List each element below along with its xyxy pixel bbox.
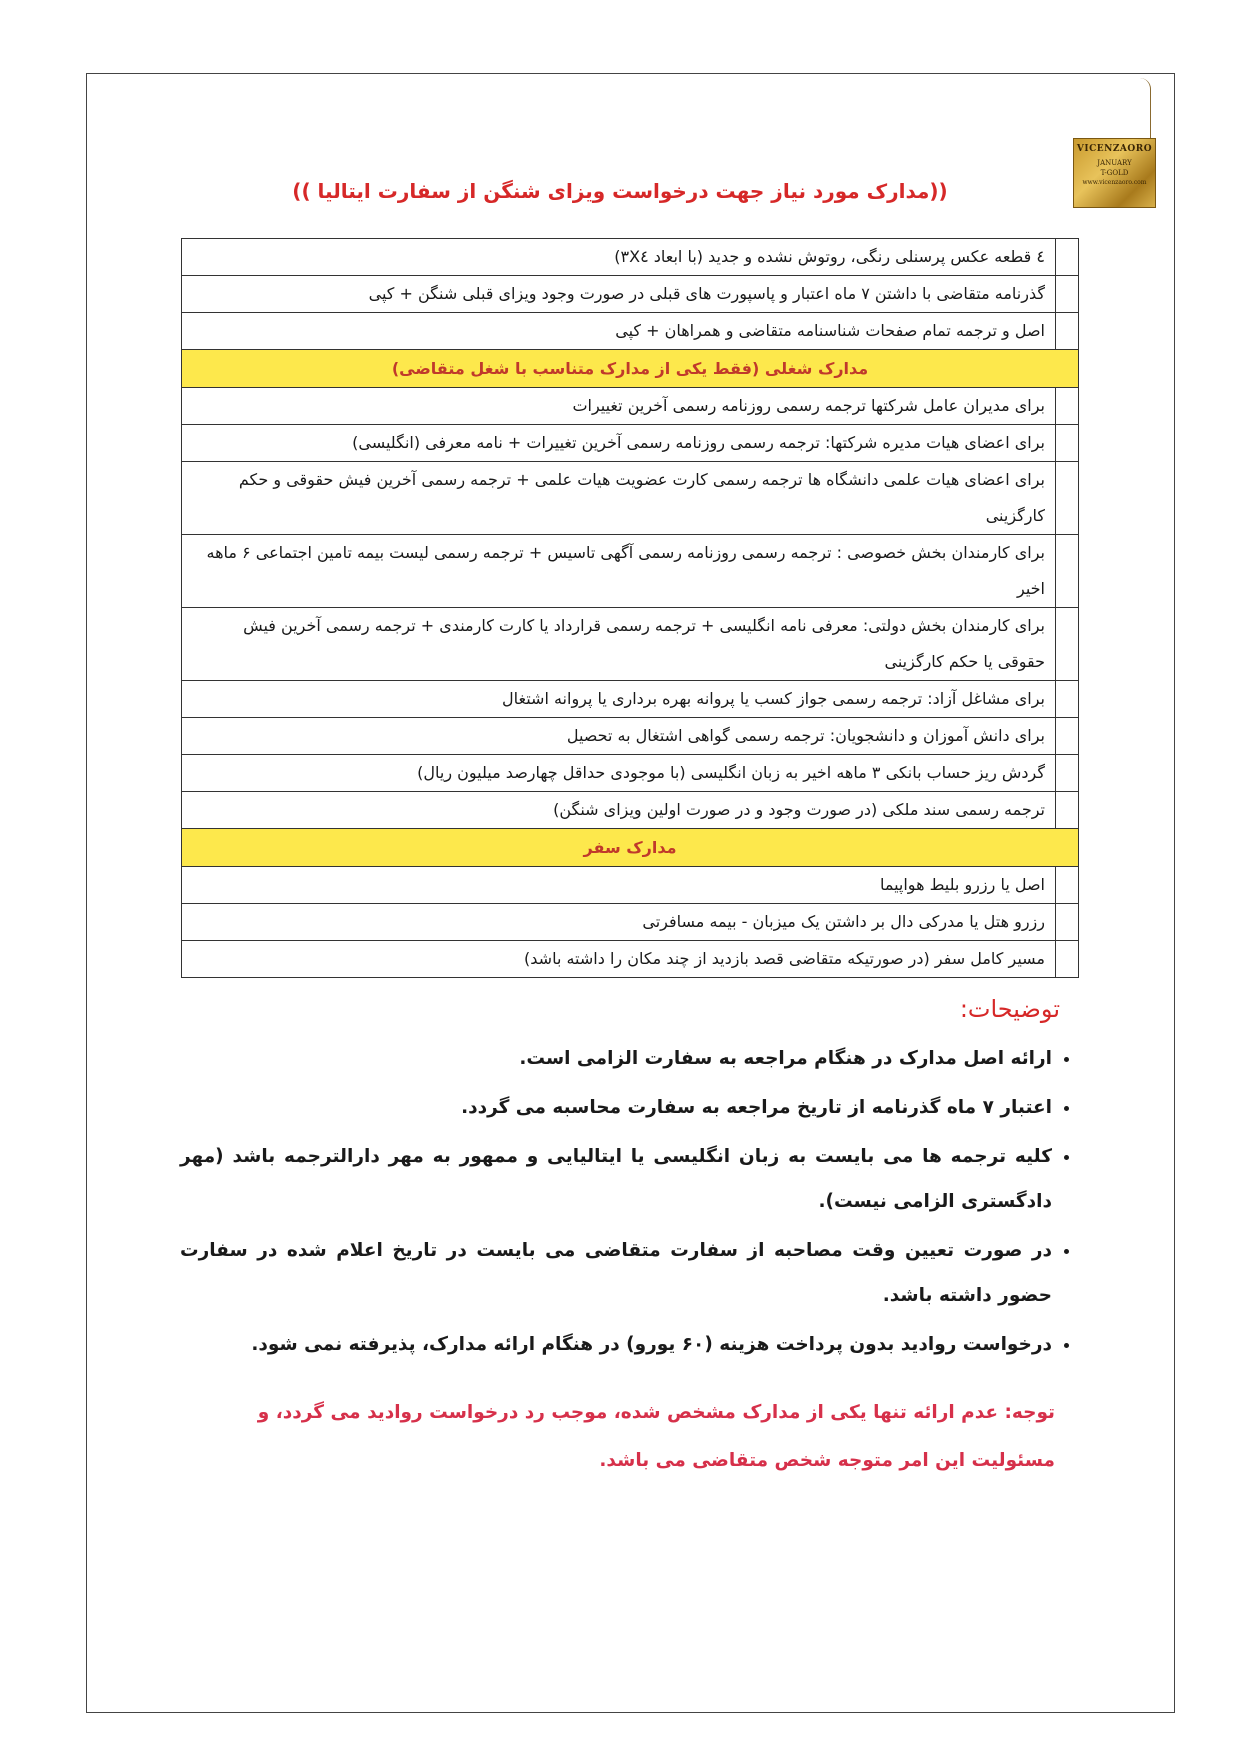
row-number-cell [1056, 535, 1079, 608]
table-row [182, 867, 1079, 904]
row-number-cell [1056, 608, 1079, 681]
warning-note: توجه: عدم ارائه تنها یکی از مدارک مشخص شده، موجب رد درخواست روادید می گردد، و مسئولیت این امر متوجه شخص متقاضی می باشد. [257, 1402, 1055, 1471]
logo-url: www.vicenzaoro.com [1082, 179, 1147, 187]
table-row [182, 425, 1079, 462]
table-row [182, 718, 1079, 755]
section-title-travel: مدارک سفر [182, 829, 1079, 867]
row-text: اصل و ترجمه تمام صفحات شناسنامه متقاضی و همراهان + کپی [182, 313, 1056, 350]
table-row [182, 792, 1079, 829]
section-title-job: مدارک شغلی (فقط یکی از مدارک متناسب با شغل متقاضی) [182, 350, 1079, 388]
table-row [182, 535, 1079, 608]
row-text: برای اعضای هیات علمی دانشگاه ها ترجمه رسمی کارت عضویت هیات علمی + ترجمه رسمی آخرین فیش حقوقی و حکم کارگزینی [182, 462, 1056, 535]
row-number-cell [1056, 904, 1079, 941]
logo-month: JANUARY [1097, 158, 1132, 167]
logo-brand: VICENZAORO [1076, 144, 1153, 154]
list-item: • درخواست روادید بدون پرداخت هزینه (۶۰ یورو) در هنگام ارائه مدارک، پذیرفته نمی شود. [180, 1322, 1052, 1367]
table-row [182, 462, 1079, 535]
row-text: برای اعضای هیات مدیره شرکتها: ترجمه رسمی روزنامه رسمی آخرین تغییرات + نامه معرفی (انگلیسی) [182, 425, 1056, 462]
table-row [182, 239, 1079, 276]
row-number-cell [1056, 276, 1079, 313]
row-number-cell [1056, 681, 1079, 718]
notes-list [180, 1036, 1076, 1371]
row-text: رزرو هتل یا مدرکی دال بر داشتن یک میزبان - بیمه مسافرتی [182, 904, 1056, 941]
row-text: ترجمه رسمی سند ملکی (در صورت وجود و در صورت اولین ویزای شنگن) [182, 792, 1056, 829]
table-row [182, 681, 1079, 718]
list-item: • در صورت تعیین وقت مصاحبه از سفارت متقاضی می بایست در تاریخ اعلام شده در سفارت حضور داشته باشد. [180, 1228, 1052, 1318]
logo-line3: T-GOLD [1100, 168, 1129, 177]
row-text: برای کارمندان بخش خصوصی : ترجمه رسمی روزنامه رسمی آگهی تاسیس + ترجمه رسمی لیست بیمه تامین اجتماعی ۶ ماهه اخیر [182, 535, 1056, 608]
table-row [182, 388, 1079, 425]
table-row [182, 313, 1079, 350]
row-text: ٤ قطعه عکس پرسنلی رنگی، روتوش نشده و جدید (با ابعاد ٣X٤) [182, 239, 1056, 276]
row-number-cell [1056, 425, 1079, 462]
row-number-cell [1056, 718, 1079, 755]
section-header-job [182, 350, 1079, 388]
table-row [182, 608, 1079, 681]
row-text: برای کارمندان بخش دولتی: معرفی نامه انگلیسی + ترجمه رسمی قرارداد یا کارت کارمندی + ترجمه رسمی آخرین فیش حقوقی یا حکم کارگزینی [182, 608, 1056, 681]
row-text: برای مدیران عامل شرکتها ترجمه رسمی روزنامه رسمی آخرین تغییرات [182, 388, 1056, 425]
row-number-cell [1056, 941, 1079, 978]
vicenzaoro-logo-tag [1073, 138, 1156, 208]
row-text: مسیر کامل سفر (در صورتیکه متقاضی قصد بازدید از چند مکان را داشته باشد) [182, 941, 1056, 978]
list-item: • اعتبار ۷ ماه گذرنامه از تاریخ مراجعه به سفارت محاسبه می گردد. [180, 1085, 1052, 1130]
list-item: • ارائه اصل مدارک در هنگام مراجعه به سفارت الزامی است. [180, 1036, 1052, 1081]
section-header-travel [182, 829, 1079, 867]
table-row [182, 941, 1079, 978]
page-title: ((مدارک مورد نیاز جهت درخواست ویزای شنگن از سفارت ایتالیا )) [292, 179, 948, 203]
notes-heading: توضیحات: [959, 995, 1060, 1023]
table-row [182, 904, 1079, 941]
table-row [182, 755, 1079, 792]
row-text: اصل یا رزرو بلیط هواپیما [182, 867, 1056, 904]
row-text: برای مشاغل آزاد: ترجمه رسمی جواز کسب یا پروانه بهره برداری یا پروانه اشتغال [182, 681, 1056, 718]
tag-string [1140, 78, 1151, 142]
row-number-cell [1056, 388, 1079, 425]
documents-table [181, 238, 1079, 978]
row-number-cell [1056, 462, 1079, 535]
row-text: گذرنامه متقاضی با داشتن ۷ ماه اعتبار و پاسپورت های قبلی در صورت وجود ویزای قبلی شنگن + کپی [182, 276, 1056, 313]
list-item: • کلیه ترجمه ها می بایست به زبان انگلیسی یا ایتالیایی و ممهور به مهر دارالترجمه باشد (مهر دادگستری الزامی نیست). [180, 1134, 1052, 1224]
row-number-cell [1056, 239, 1079, 276]
row-number-cell [1056, 313, 1079, 350]
row-number-cell [1056, 755, 1079, 792]
row-text: گردش ریز حساب بانکی ۳ ماهه اخیر به زبان انگلیسی (با موجودی حداقل چهارصد میلیون ریال) [182, 755, 1056, 792]
row-number-cell [1056, 867, 1079, 904]
row-text: برای دانش آموزان و دانشجویان: ترجمه رسمی گواهی اشتغال به تحصیل [182, 718, 1056, 755]
table-row [182, 276, 1079, 313]
row-number-cell [1056, 792, 1079, 829]
